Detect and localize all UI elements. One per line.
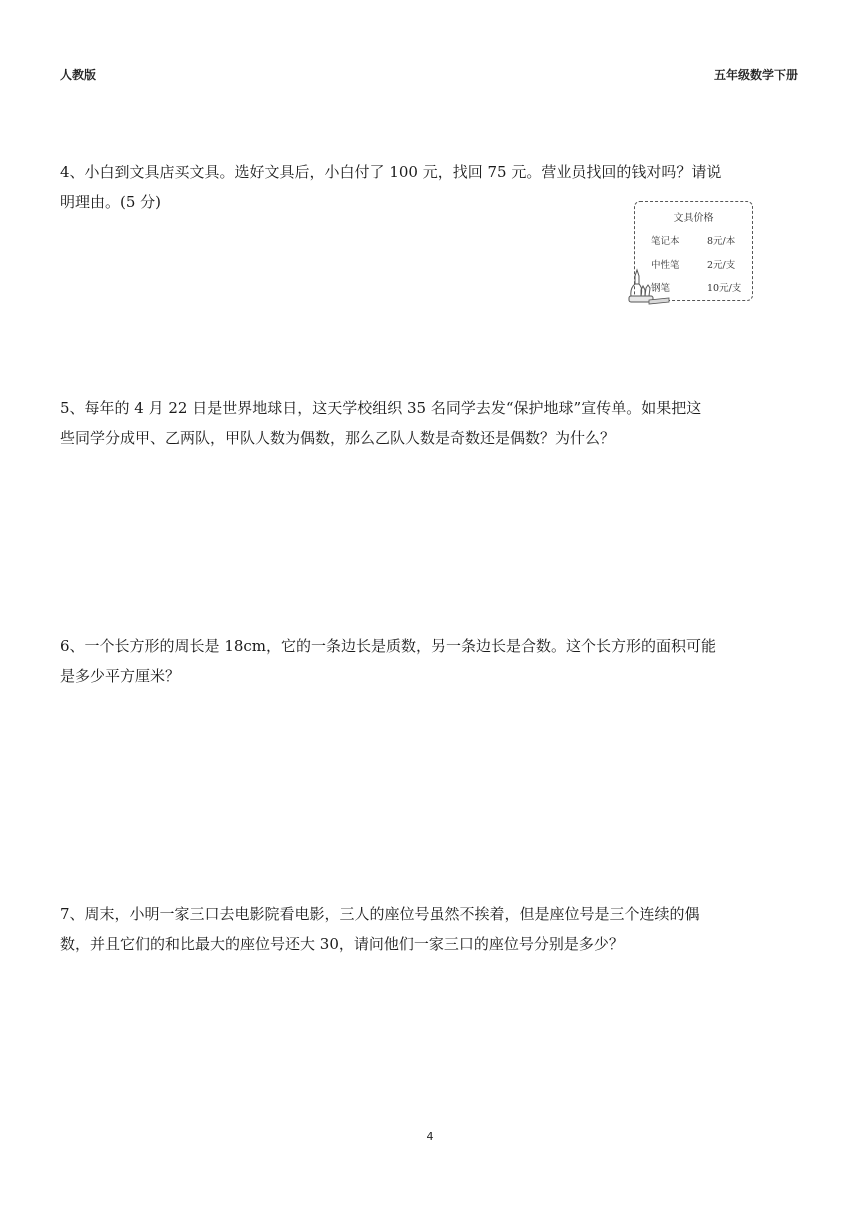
item-name: 笔记本 <box>651 236 680 247</box>
question-text-line: 6、一个长方形的周长是 18cm，它的一条边长是质数，另一条边长是合数。这个长方形的面积可能 <box>60 637 717 655</box>
question-text-line: 数，并且它们的和比最大的座位号还大 30，请问他们一家三口的座位号分别是多少？ <box>60 935 624 953</box>
header-grade-subject: 五年级数学下册 <box>713 68 798 82</box>
item-name: 钢笔 <box>651 283 671 294</box>
item-price: 2元/支 <box>707 260 736 271</box>
header-publisher: 人教版 <box>60 68 97 82</box>
question-text-line: 4、小白到文具店买文具。选好文具后，小白付了 100 元，找回 75 元。营业员找回的钱对吗？请说 <box>60 163 722 181</box>
item-price: 8元/本 <box>707 236 736 247</box>
question-text-line: 些同学分成甲、乙两队，甲队人数为偶数，那么乙队人数是奇数还是偶数？为什么？ <box>60 429 616 447</box>
question-text-line: 5、每年的 4 月 22 日是世界地球日，这天学校组织 35 名同学去发“保护地球”宣传单。如果把这 <box>60 399 702 417</box>
question-7 <box>60 899 802 959</box>
question-text-line: 明理由。(5 分) <box>60 193 162 211</box>
question-text-line: 是多少平方厘米？ <box>60 667 181 685</box>
price-card-title: 文具价格 <box>673 213 714 224</box>
page-number: 4 <box>426 1130 434 1143</box>
question-6 <box>60 631 802 691</box>
question-5 <box>60 393 802 453</box>
stationery-price-card <box>634 201 753 301</box>
question-text-line: 7、周末，小明一家三口去电影院看电影，三人的座位号虽然不挨着，但是座位号是三个连续的偶 <box>60 905 700 923</box>
item-name: 中性笔 <box>651 260 680 271</box>
pen-cup-icon <box>627 266 673 306</box>
item-price: 10元/支 <box>707 283 742 294</box>
